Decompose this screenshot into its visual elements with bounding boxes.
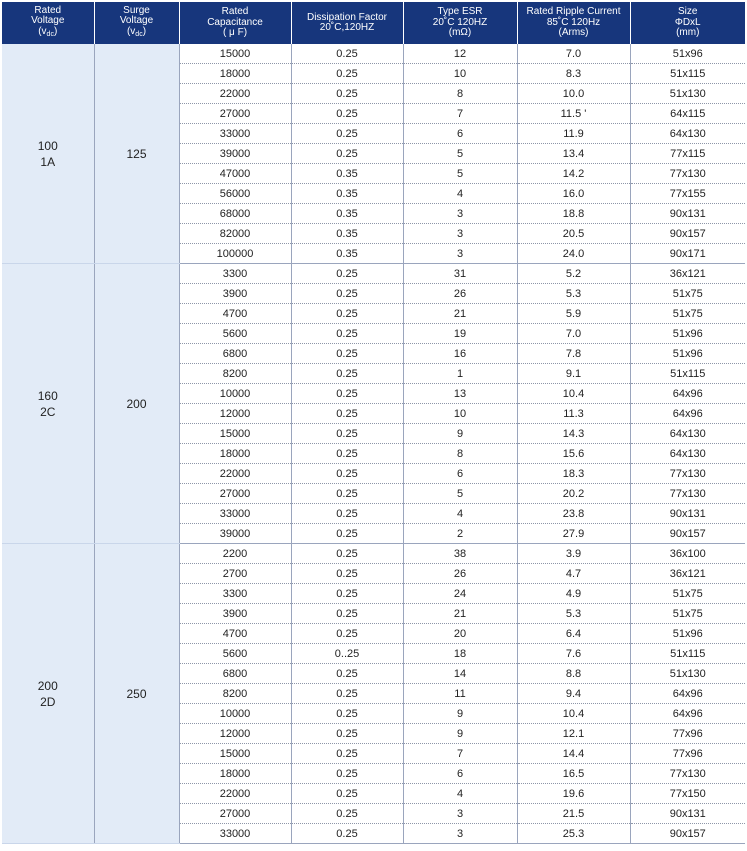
ripple-current-cell: 20.2 (517, 484, 630, 504)
esr-cell: 4 (403, 504, 517, 524)
rated-voltage-cell (2, 544, 94, 844)
capacitance-cell: 2700 (179, 564, 291, 584)
header-row (2, 2, 745, 44)
size-cell: 77x96 (630, 744, 745, 764)
ripple-current-cell: 10.0 (517, 84, 630, 104)
ripple-current-cell: 16.0 (517, 184, 630, 204)
dissipation-factor-cell: 0.35 (291, 184, 403, 204)
ripple-current-cell: 23.8 (517, 504, 630, 524)
dissipation-factor-cell: 0.35 (291, 244, 403, 264)
size-cell: 51x96 (630, 624, 745, 644)
dissipation-factor-cell: 0.35 (291, 204, 403, 224)
size-cell: 51x75 (630, 304, 745, 324)
dissipation-factor-cell: 0.25 (291, 424, 403, 444)
dissipation-factor-cell: 0.35 (291, 224, 403, 244)
capacitance-cell: 15000 (179, 744, 291, 764)
rated-voltage-value: 100 (37, 138, 58, 153)
esr-cell: 9 (403, 704, 517, 724)
dissipation-factor-cell: 0.25 (291, 324, 403, 344)
ripple-current-cell: 10.4 (517, 384, 630, 404)
size-cell: 64x96 (630, 384, 745, 404)
esr-cell: 3 (403, 204, 517, 224)
dissipation-factor-cell: 0.25 (291, 384, 403, 404)
ripple-current-cell: 7.0 (517, 324, 630, 344)
ripple-current-cell: 7.0 (517, 44, 630, 64)
dissipation-factor-cell: 0.25 (291, 144, 403, 164)
ripple-current-cell: 16.5 (517, 764, 630, 784)
ripple-current-cell: 11.5 ' (517, 104, 630, 124)
size-cell: 64x130 (630, 444, 745, 464)
ripple-current-cell: 21.5 (517, 804, 630, 824)
table-row (2, 264, 745, 284)
esr-cell: 8 (403, 444, 517, 464)
table-body (2, 44, 745, 844)
ripple-current-cell: 5.2 (517, 264, 630, 284)
capacitor-spec-table (2, 2, 745, 844)
capacitance-cell: 22000 (179, 784, 291, 804)
capacitance-cell: 82000 (179, 224, 291, 244)
ripple-current-cell: 20.5 (517, 224, 630, 244)
esr-cell: 13 (403, 384, 517, 404)
capacitance-cell: 8200 (179, 364, 291, 384)
capacitance-cell: 4700 (179, 304, 291, 324)
size-cell: 36x100 (630, 544, 745, 564)
capacitance-cell: 3900 (179, 284, 291, 304)
esr-cell: 20 (403, 624, 517, 644)
dissipation-factor-cell: 0.25 (291, 444, 403, 464)
dissipation-factor-cell: 0.25 (291, 44, 403, 64)
voltage-code: 1A (40, 154, 56, 169)
type-esr-header: Type ESR 20˚C 120HZ (mΩ) (403, 2, 517, 44)
size-cell: 90x171 (630, 244, 745, 264)
esr-cell: 9 (403, 424, 517, 444)
dissipation-factor-cell: 0.25 (291, 404, 403, 424)
size-cell: 36x121 (630, 264, 745, 284)
size-cell: 90x131 (630, 804, 745, 824)
size-cell: 90x157 (630, 524, 745, 544)
dissipation-factor-cell: 0.25 (291, 264, 403, 284)
rated-voltage-value: 200 (37, 678, 58, 693)
size-cell: 51x130 (630, 664, 745, 684)
size-cell: 51x115 (630, 64, 745, 84)
ripple-current-cell: 18.3 (517, 464, 630, 484)
capacitance-cell: 15000 (179, 44, 291, 64)
esr-cell: 21 (403, 304, 517, 324)
esr-cell: 16 (403, 344, 517, 364)
size-cell: 77x115 (630, 144, 745, 164)
dissipation-factor-cell: 0.25 (291, 604, 403, 624)
voltage-code: 2C (40, 404, 56, 419)
capacitance-cell: 22000 (179, 464, 291, 484)
size-cell: 90x131 (630, 204, 745, 224)
esr-cell: 3 (403, 804, 517, 824)
capacitance-cell: 5600 (179, 324, 291, 344)
ripple-current-cell: 18.8 (517, 204, 630, 224)
capacitance-cell: 6800 (179, 344, 291, 364)
ripple-current-header: Rated Ripple Current 85˚C 120Hz (Arms) (517, 2, 630, 44)
capacitance-cell: 12000 (179, 724, 291, 744)
esr-cell: 6 (403, 124, 517, 144)
capacitance-cell: 18000 (179, 444, 291, 464)
dissipation-factor-cell: 0.25 (291, 784, 403, 804)
size-cell: 77x130 (630, 164, 745, 184)
esr-cell: 3 (403, 824, 517, 844)
esr-cell: 6 (403, 464, 517, 484)
capacitance-cell: 56000 (179, 184, 291, 204)
esr-cell: 5 (403, 164, 517, 184)
size-cell: 90x157 (630, 824, 745, 844)
dissipation-factor-cell: 0..25 (291, 644, 403, 664)
esr-cell: 5 (403, 484, 517, 504)
size-cell: 51x75 (630, 584, 745, 604)
dissipation-factor-header: Dissipation Factor 20˚C,120HZ (291, 2, 403, 44)
size-cell: 51x130 (630, 84, 745, 104)
rated-voltage-cell (2, 44, 94, 264)
size-cell: 77x150 (630, 784, 745, 804)
dissipation-factor-cell: 0.25 (291, 84, 403, 104)
esr-cell: 26 (403, 564, 517, 584)
esr-cell: 4 (403, 184, 517, 204)
dissipation-factor-cell: 0.25 (291, 284, 403, 304)
dissipation-factor-cell: 0.25 (291, 124, 403, 144)
capacitance-cell: 47000 (179, 164, 291, 184)
dissipation-factor-cell: 0.25 (291, 364, 403, 384)
capacitance-cell: 6800 (179, 664, 291, 684)
dissipation-factor-cell: 0.25 (291, 804, 403, 824)
esr-cell: 8 (403, 84, 517, 104)
size-header: Size ΦDxL (mm) (630, 2, 745, 44)
surge-voltage-cell: 125 (94, 44, 179, 264)
size-cell: 64x96 (630, 404, 745, 424)
ripple-current-cell: 11.9 (517, 124, 630, 144)
capacitance-cell: 68000 (179, 204, 291, 224)
voltage-code: 2D (40, 694, 56, 709)
ripple-current-cell: 5.3 (517, 604, 630, 624)
size-cell: 77x96 (630, 724, 745, 744)
size-cell: 36x121 (630, 564, 745, 584)
capacitance-cell: 5600 (179, 644, 291, 664)
capacitance-cell: 4700 (179, 624, 291, 644)
ripple-current-cell: 25.3 (517, 824, 630, 844)
esr-cell: 24 (403, 584, 517, 604)
size-cell: 64x96 (630, 684, 745, 704)
size-cell: 77x130 (630, 764, 745, 784)
dissipation-factor-cell: 0.25 (291, 664, 403, 684)
capacitance-cell: 22000 (179, 84, 291, 104)
dissipation-factor-cell: 0.25 (291, 724, 403, 744)
ripple-current-cell: 5.9 (517, 304, 630, 324)
dissipation-factor-cell: 0.25 (291, 64, 403, 84)
esr-cell: 1 (403, 364, 517, 384)
esr-cell: 12 (403, 44, 517, 64)
capacitance-cell: 33000 (179, 824, 291, 844)
surge-voltage-cell: 250 (94, 544, 179, 844)
esr-cell: 6 (403, 764, 517, 784)
capacitance-cell: 8200 (179, 684, 291, 704)
esr-cell: 10 (403, 64, 517, 84)
capacitance-cell: 3300 (179, 584, 291, 604)
size-cell: 64x130 (630, 124, 745, 144)
ripple-current-cell: 13.4 (517, 144, 630, 164)
size-cell: 51x96 (630, 324, 745, 344)
size-cell: 64x130 (630, 424, 745, 444)
size-cell: 51x96 (630, 44, 745, 64)
ripple-current-cell: 9.1 (517, 364, 630, 384)
esr-cell: 7 (403, 744, 517, 764)
ripple-current-cell: 3.9 (517, 544, 630, 564)
ripple-current-cell: 7.6 (517, 644, 630, 664)
rated-capacitance-header: Rated Capacitance ( μ F) (179, 2, 291, 44)
dissipation-factor-cell: 0.25 (291, 464, 403, 484)
esr-cell: 31 (403, 264, 517, 284)
capacitance-cell: 33000 (179, 504, 291, 524)
rated-voltage-value: 160 (37, 388, 58, 403)
ripple-current-cell: 4.9 (517, 584, 630, 604)
dissipation-factor-cell: 0.25 (291, 484, 403, 504)
capacitance-cell: 10000 (179, 704, 291, 724)
esr-cell: 7 (403, 104, 517, 124)
capacitance-cell: 18000 (179, 64, 291, 84)
capacitance-cell: 33000 (179, 124, 291, 144)
esr-cell: 11 (403, 684, 517, 704)
size-cell: 90x131 (630, 504, 745, 524)
esr-cell: 3 (403, 224, 517, 244)
ripple-current-cell: 15.6 (517, 444, 630, 464)
esr-cell: 10 (403, 404, 517, 424)
ripple-current-cell: 11.3 (517, 404, 630, 424)
ripple-current-cell: 9.4 (517, 684, 630, 704)
surge-voltage-cell: 200 (94, 264, 179, 544)
ripple-current-cell: 6.4 (517, 624, 630, 644)
size-cell: 77x155 (630, 184, 745, 204)
ripple-current-cell: 14.2 (517, 164, 630, 184)
capacitance-cell: 18000 (179, 764, 291, 784)
capacitance-cell: 2200 (179, 544, 291, 564)
dissipation-factor-cell: 0.25 (291, 544, 403, 564)
dissipation-factor-cell: 0.25 (291, 704, 403, 724)
capacitance-cell: 27000 (179, 804, 291, 824)
capacitance-cell: 100000 (179, 244, 291, 264)
size-cell: 64x115 (630, 104, 745, 124)
table-row (2, 544, 745, 564)
capacitance-cell: 27000 (179, 104, 291, 124)
esr-cell: 21 (403, 604, 517, 624)
ripple-current-cell: 14.4 (517, 744, 630, 764)
ripple-current-cell: 8.8 (517, 664, 630, 684)
ripple-current-cell: 8.3 (517, 64, 630, 84)
dissipation-factor-cell: 0.25 (291, 344, 403, 364)
capacitance-cell: 39000 (179, 524, 291, 544)
capacitance-cell: 15000 (179, 424, 291, 444)
size-cell: 64x96 (630, 704, 745, 724)
dissipation-factor-cell: 0.25 (291, 624, 403, 644)
size-cell: 51x115 (630, 364, 745, 384)
ripple-current-cell: 12.1 (517, 724, 630, 744)
esr-cell: 38 (403, 544, 517, 564)
size-cell: 77x130 (630, 484, 745, 504)
ripple-current-cell: 7.8 (517, 344, 630, 364)
dissipation-factor-cell: 0.25 (291, 304, 403, 324)
size-cell: 51x75 (630, 284, 745, 304)
esr-cell: 9 (403, 724, 517, 744)
esr-cell: 14 (403, 664, 517, 684)
ripple-current-cell: 10.4 (517, 704, 630, 724)
surge-voltage-header: Surge Voltage $(v_{dc})$ (94, 2, 179, 44)
esr-cell: 19 (403, 324, 517, 344)
dissipation-factor-cell: 0.25 (291, 744, 403, 764)
capacitance-cell: 3300 (179, 264, 291, 284)
rated-voltage-cell (2, 264, 94, 544)
dissipation-factor-cell: 0.25 (291, 684, 403, 704)
dissipation-factor-cell: 0.25 (291, 584, 403, 604)
size-cell: 77x130 (630, 464, 745, 484)
size-cell: 51x115 (630, 644, 745, 664)
size-cell: 90x157 (630, 224, 745, 244)
dissipation-factor-cell: 0.25 (291, 764, 403, 784)
dissipation-factor-cell: 0.25 (291, 824, 403, 844)
esr-cell: 2 (403, 524, 517, 544)
esr-cell: 18 (403, 644, 517, 664)
ripple-current-cell: 4.7 (517, 564, 630, 584)
size-cell: 51x96 (630, 344, 745, 364)
dissipation-factor-cell: 0.25 (291, 524, 403, 544)
capacitance-cell: 39000 (179, 144, 291, 164)
capacitance-cell: 12000 (179, 404, 291, 424)
ripple-current-cell: 24.0 (517, 244, 630, 264)
capacitance-cell: 3900 (179, 604, 291, 624)
esr-cell: 3 (403, 244, 517, 264)
size-cell: 51x75 (630, 604, 745, 624)
dissipation-factor-cell: 0.25 (291, 504, 403, 524)
esr-cell: 26 (403, 284, 517, 304)
capacitance-cell: 10000 (179, 384, 291, 404)
ripple-current-cell: 27.9 (517, 524, 630, 544)
table-row (2, 44, 745, 64)
capacitance-cell: 27000 (179, 484, 291, 504)
esr-cell: 4 (403, 784, 517, 804)
esr-cell: 5 (403, 144, 517, 164)
dissipation-factor-cell: 0.25 (291, 104, 403, 124)
dissipation-factor-cell: 0.25 (291, 564, 403, 584)
ripple-current-cell: 5.3 (517, 284, 630, 304)
rated-voltage-header: Rated Voltage $(v_{dc})$ (2, 2, 94, 44)
dissipation-factor-cell: 0.35 (291, 164, 403, 184)
ripple-current-cell: 19.6 (517, 784, 630, 804)
ripple-current-cell: 14.3 (517, 424, 630, 444)
